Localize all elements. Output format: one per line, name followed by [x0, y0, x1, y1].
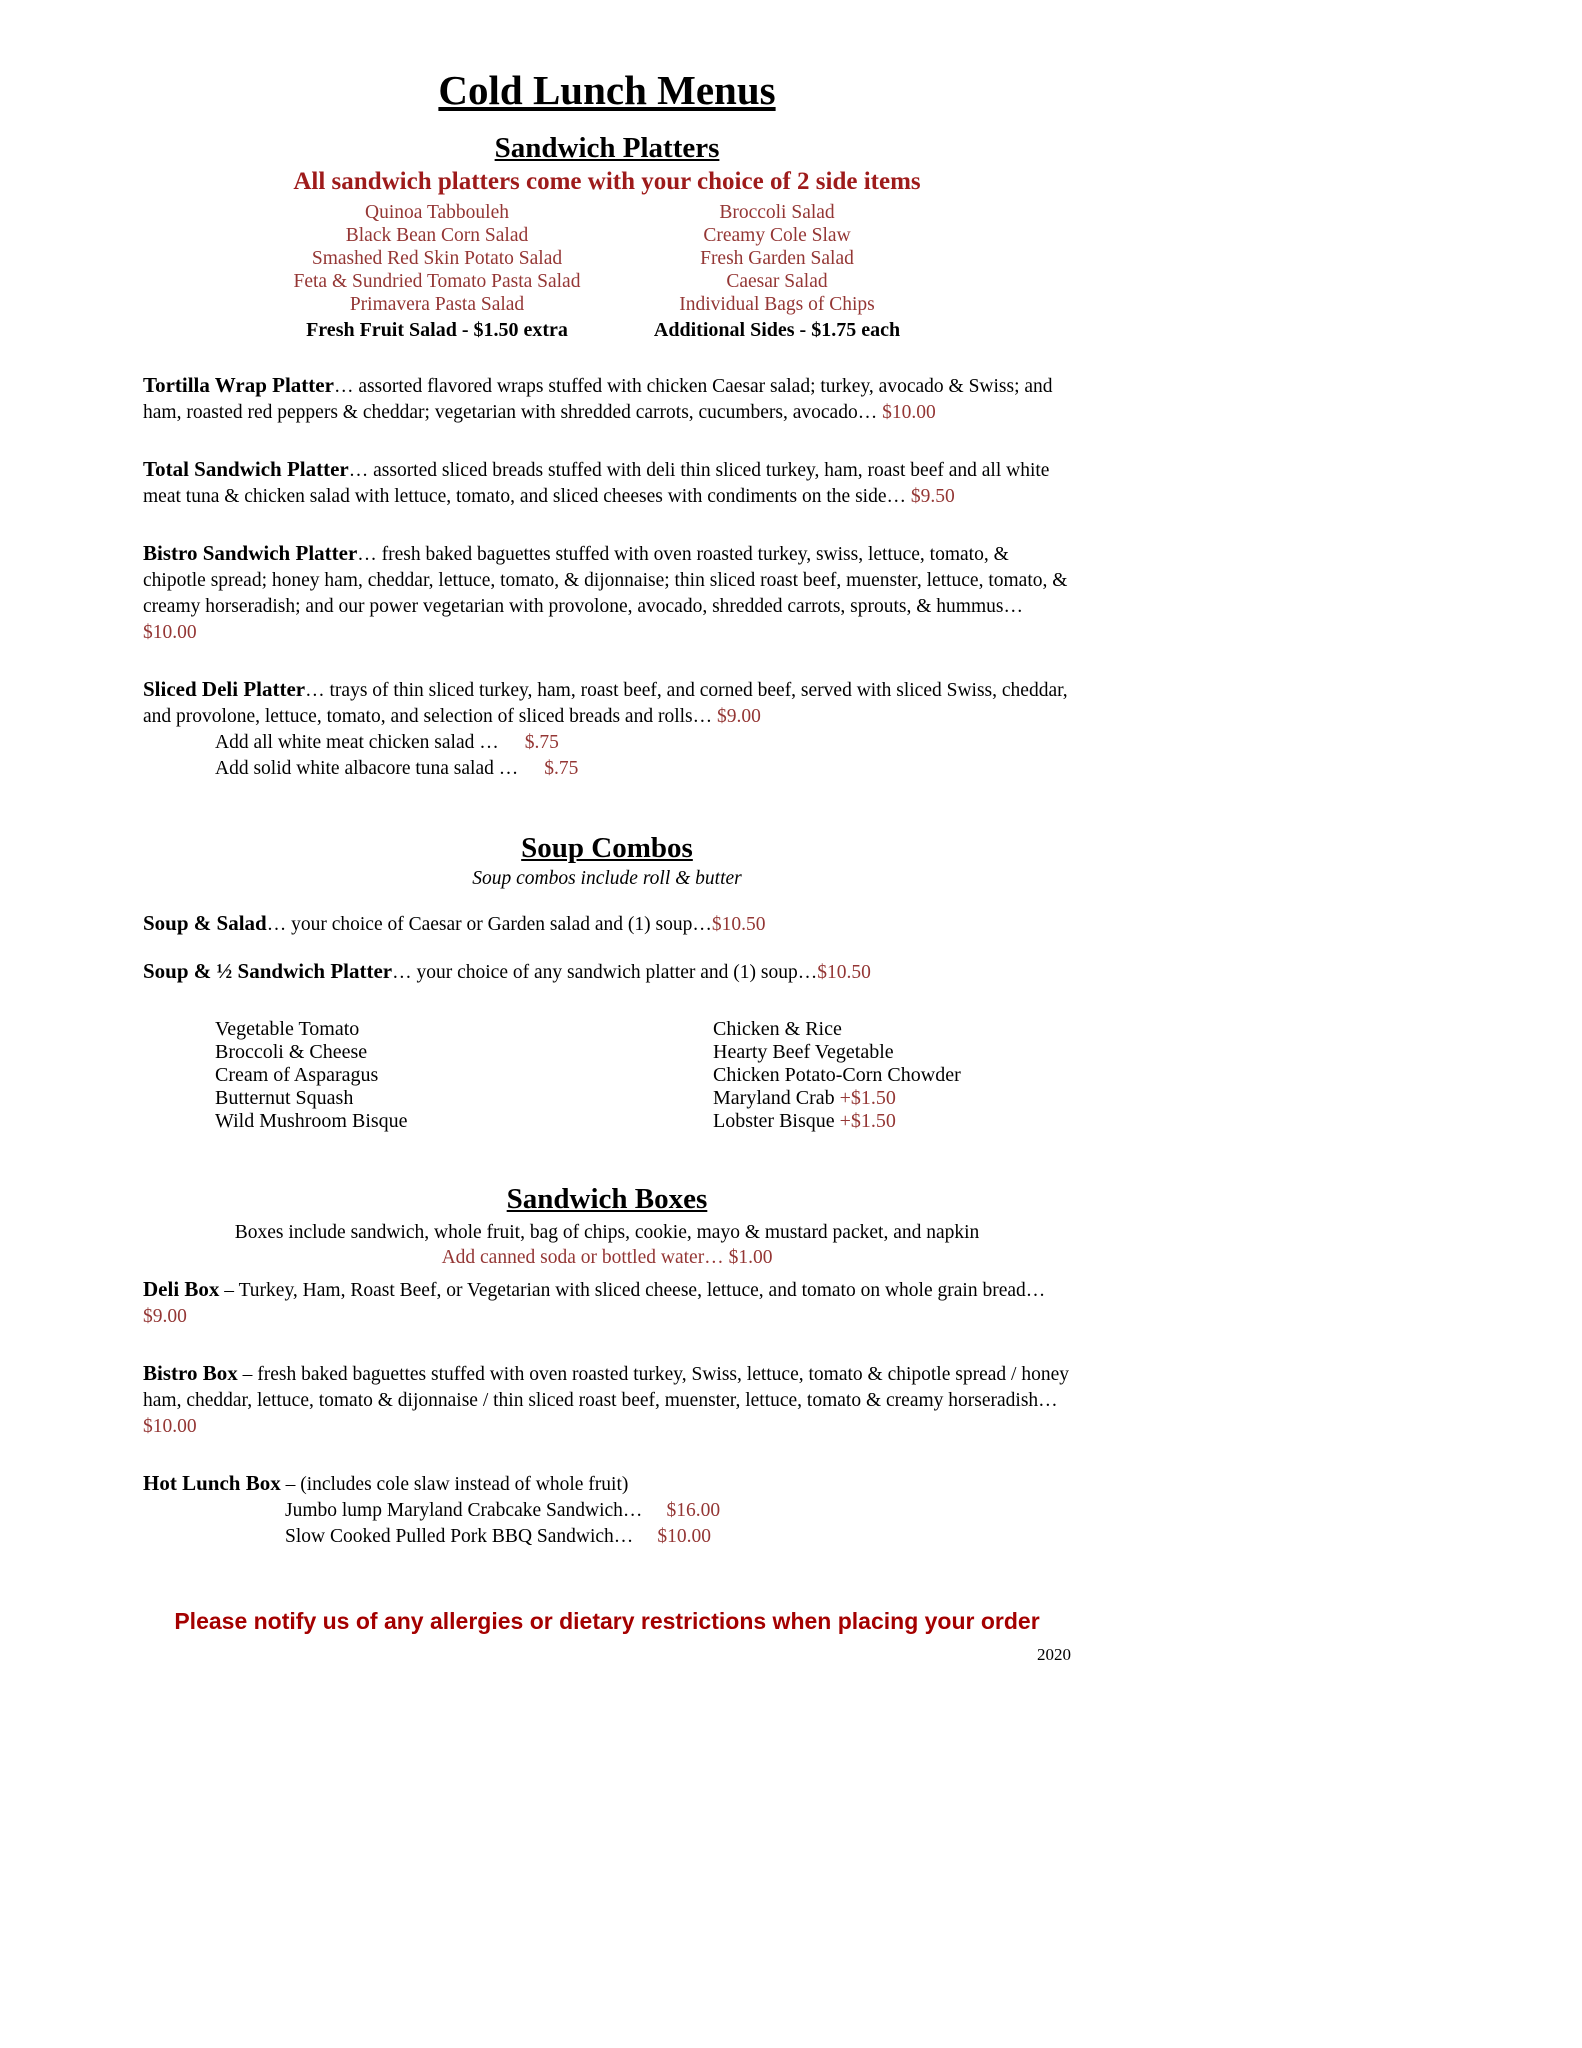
- side-option: Broccoli Salad: [719, 202, 835, 223]
- addon-label: Add all white meat chicken salad …: [215, 732, 499, 753]
- soup-option: Vegetable Tomato: [215, 1018, 360, 1040]
- item-description: fresh baked baguettes stuffed with oven roasted turkey, Swiss, lettuce, tomato & chipotle spread / honey ham, cheddar, lettuce, tomato & dijonnaise / thin sliced roast beef, muenster, lettuce, tomato & creamy horseradish…: [143, 1364, 1069, 1411]
- soup-options-left-column: [215, 1018, 713, 1133]
- menu-item-total-sandwich-platter: [143, 456, 1071, 510]
- menu-item-bistro-box: [143, 1360, 1071, 1440]
- addon-label: Add solid white albacore tuna salad …: [215, 758, 519, 779]
- item-name: Total Sandwich Platter: [143, 457, 349, 481]
- item-price: $10.00: [143, 622, 197, 643]
- menu-item-hot-lunch-box: [143, 1470, 1071, 1498]
- item-description: fresh baked baguettes stuffed with oven roasted turkey, swiss, lettuce, tomato, & chipotle spread; honey ham, cheddar, lettuce, tomato, & dijonnaise; thin sliced roast beef, muenster, lettuce, tomato, & creamy horseradish; and our power vegetarian with provolone, avocado, shredded carrots, sprouts, & hummus…: [143, 544, 1068, 617]
- soup-option: Cream of Asparagus: [215, 1064, 379, 1086]
- item-ellipsis: …: [305, 680, 325, 701]
- side-options-left-column: [267, 201, 607, 316]
- item-name: Deli Box: [143, 1277, 220, 1301]
- soup-options-list: [215, 1018, 1071, 1133]
- item-dash: –: [280, 1474, 301, 1495]
- menu-item-sliced-deli-platter: [143, 676, 1071, 730]
- additional-sides-note: Additional Sides - $1.75 each: [653, 319, 901, 341]
- menu-item-bistro-sandwich-platter: [143, 540, 1071, 646]
- side-options-list: [267, 201, 947, 316]
- soup-option-label: Hearty Beef Vegetable: [713, 1041, 894, 1063]
- item-description: (includes cole slaw instead of whole fruit): [300, 1474, 629, 1495]
- platters-subheading: All sandwich platters come with your choice of 2 side items: [293, 168, 921, 195]
- soup-option: Broccoli & Cheese: [215, 1041, 368, 1063]
- item-price: $10.00: [143, 1416, 197, 1437]
- item-description: your choice of any sandwich platter and (1) soup…: [416, 962, 818, 983]
- item-price: $10.50: [817, 962, 871, 983]
- sandwich-boxes-section: [143, 1183, 1071, 1550]
- side-option: Feta & Sundried Tomato Pasta Salad: [293, 271, 581, 292]
- page-title: Cold Lunch Menus: [438, 67, 776, 113]
- hot-lunch-item-label: Slow Cooked Pulled Pork BBQ Sandwich…: [285, 1526, 634, 1547]
- side-option: Caesar Salad: [726, 271, 828, 292]
- item-name: Sliced Deli Platter: [143, 677, 306, 701]
- extras-row: [267, 319, 947, 342]
- item-ellipsis: …: [333, 376, 354, 397]
- addon-price: $.75: [544, 758, 579, 779]
- side-options-right-column: [607, 201, 947, 316]
- soup-option-label: Maryland Crab: [713, 1087, 835, 1109]
- menu-item-soup-and-salad: [143, 910, 1071, 938]
- soup-surcharge: +$1.50: [839, 1110, 896, 1132]
- item-name: Tortilla Wrap Platter: [143, 373, 334, 397]
- sandwich-platters-heading: Sandwich Platters: [494, 132, 720, 164]
- side-option: Smashed Red Skin Potato Salad: [311, 248, 563, 269]
- item-description: assorted sliced breads stuffed with deli thin sliced turkey, ham, roast beef and all white meat tuna & chicken salad with lettuce, tomato, and sliced cheeses with condiments on the side…: [143, 460, 1050, 507]
- item-ellipsis: …: [357, 544, 377, 565]
- item-name: Bistro Sandwich Platter: [143, 541, 358, 565]
- menu-item-soup-and-half-sandwich-platter: [143, 958, 1071, 986]
- soup-option: [713, 1110, 1071, 1133]
- hot-lunch-item-price: $10.00: [657, 1526, 711, 1547]
- item-name: Bistro Box: [143, 1361, 238, 1385]
- item-dash: –: [219, 1280, 239, 1301]
- soup-option-label: Chicken Potato-Corn Chowder: [713, 1064, 961, 1086]
- soda-water-price: $1.00: [728, 1247, 773, 1268]
- sandwich-boxes-heading: Sandwich Boxes: [506, 1183, 708, 1215]
- menu-item-tortilla-wrap-platter: [143, 372, 1071, 426]
- item-description: assorted flavored wraps stuffed with chicken Caesar salad; turkey, avocado & Swiss; and ham, roasted red peppers & cheddar; vegetarian with shredded carrots, cucumbers, avocado…: [143, 376, 1053, 423]
- hot-lunch-sublines: [285, 1498, 1071, 1550]
- addon-price: $.75: [524, 732, 559, 753]
- soup-combos-heading: Soup Combos: [521, 832, 693, 864]
- soup-option: Butternut Squash: [215, 1087, 354, 1109]
- item-ellipsis: …: [392, 962, 412, 983]
- item-price: $9.00: [143, 1306, 187, 1327]
- year-label: 2020: [1037, 1645, 1071, 1664]
- side-option: Individual Bags of Chips: [679, 294, 875, 315]
- side-option: Fresh Garden Salad: [700, 248, 854, 269]
- soup-combos-section: [143, 832, 1071, 1133]
- item-dash: –: [237, 1364, 258, 1385]
- item-name: Hot Lunch Box: [143, 1471, 281, 1495]
- soup-option: [713, 1087, 1071, 1110]
- soup-option: [713, 1018, 1071, 1041]
- item-description: Turkey, Ham, Roast Beef, or Vegetarian with sliced cheese, lettuce, and tomato on whole grain bread…: [238, 1280, 1046, 1301]
- side-option: Black Bean Corn Salad: [345, 225, 529, 246]
- item-price: $10.00: [882, 402, 936, 423]
- menu-item-deli-box: [143, 1276, 1071, 1330]
- soup-option: [713, 1064, 1071, 1087]
- soup-surcharge: +$1.50: [839, 1087, 896, 1109]
- item-description: trays of thin sliced turkey, ham, roast beef, and corned beef, served with sliced Swiss, cheddar, and provolone, lettuce, tomato, and selection of sliced breads and rolls…: [143, 680, 1068, 727]
- item-name: Soup & ½ Sandwich Platter: [143, 959, 393, 983]
- item-description: your choice of Caesar or Garden salad and (1) soup…: [291, 914, 712, 935]
- soup-combos-note: Soup combos include roll & butter: [472, 868, 742, 889]
- sandwich-platters-section: [143, 132, 1071, 782]
- hot-lunch-item-label: Jumbo lump Maryland Crabcake Sandwich…: [285, 1500, 643, 1521]
- hot-lunch-item: [285, 1524, 1071, 1550]
- soup-option-label: Chicken & Rice: [713, 1018, 842, 1040]
- item-ellipsis: …: [348, 460, 369, 481]
- deli-platter-addons: [215, 730, 1071, 782]
- side-option: Quinoa Tabbouleh: [365, 202, 509, 223]
- hot-lunch-item: [285, 1498, 1071, 1524]
- hot-lunch-item-price: $16.00: [666, 1500, 721, 1521]
- soup-options-right-column: [713, 1018, 1071, 1133]
- item-ellipsis: …: [266, 914, 287, 935]
- soda-water-label: Add canned soda or bottled water…: [441, 1247, 724, 1268]
- allergy-notice: Please notify us of any allergies or dietary restrictions when placing your order: [174, 1608, 1040, 1634]
- side-option: Primavera Pasta Salad: [349, 294, 525, 315]
- content-area: [143, 66, 1071, 1665]
- boxes-include-note: Boxes include sandwich, whole fruit, bag of chips, cookie, mayo & mustard packet, and napkin: [234, 1222, 980, 1243]
- item-price: $9.50: [910, 486, 955, 507]
- item-price: $10.50: [711, 914, 766, 935]
- item-name: Soup & Salad: [143, 911, 267, 935]
- addon-line: [215, 730, 1071, 756]
- item-price: $9.00: [717, 706, 761, 727]
- addon-line: [215, 756, 1071, 782]
- fruit-salad-extra-note: Fresh Fruit Salad - $1.50 extra: [306, 319, 568, 341]
- soup-option: [713, 1041, 1071, 1064]
- soda-water-note: [143, 1245, 1071, 1270]
- soup-option-label: Lobster Bisque: [713, 1110, 835, 1132]
- side-option: Creamy Cole Slaw: [703, 225, 851, 246]
- soup-option: Wild Mushroom Bisque: [215, 1110, 408, 1132]
